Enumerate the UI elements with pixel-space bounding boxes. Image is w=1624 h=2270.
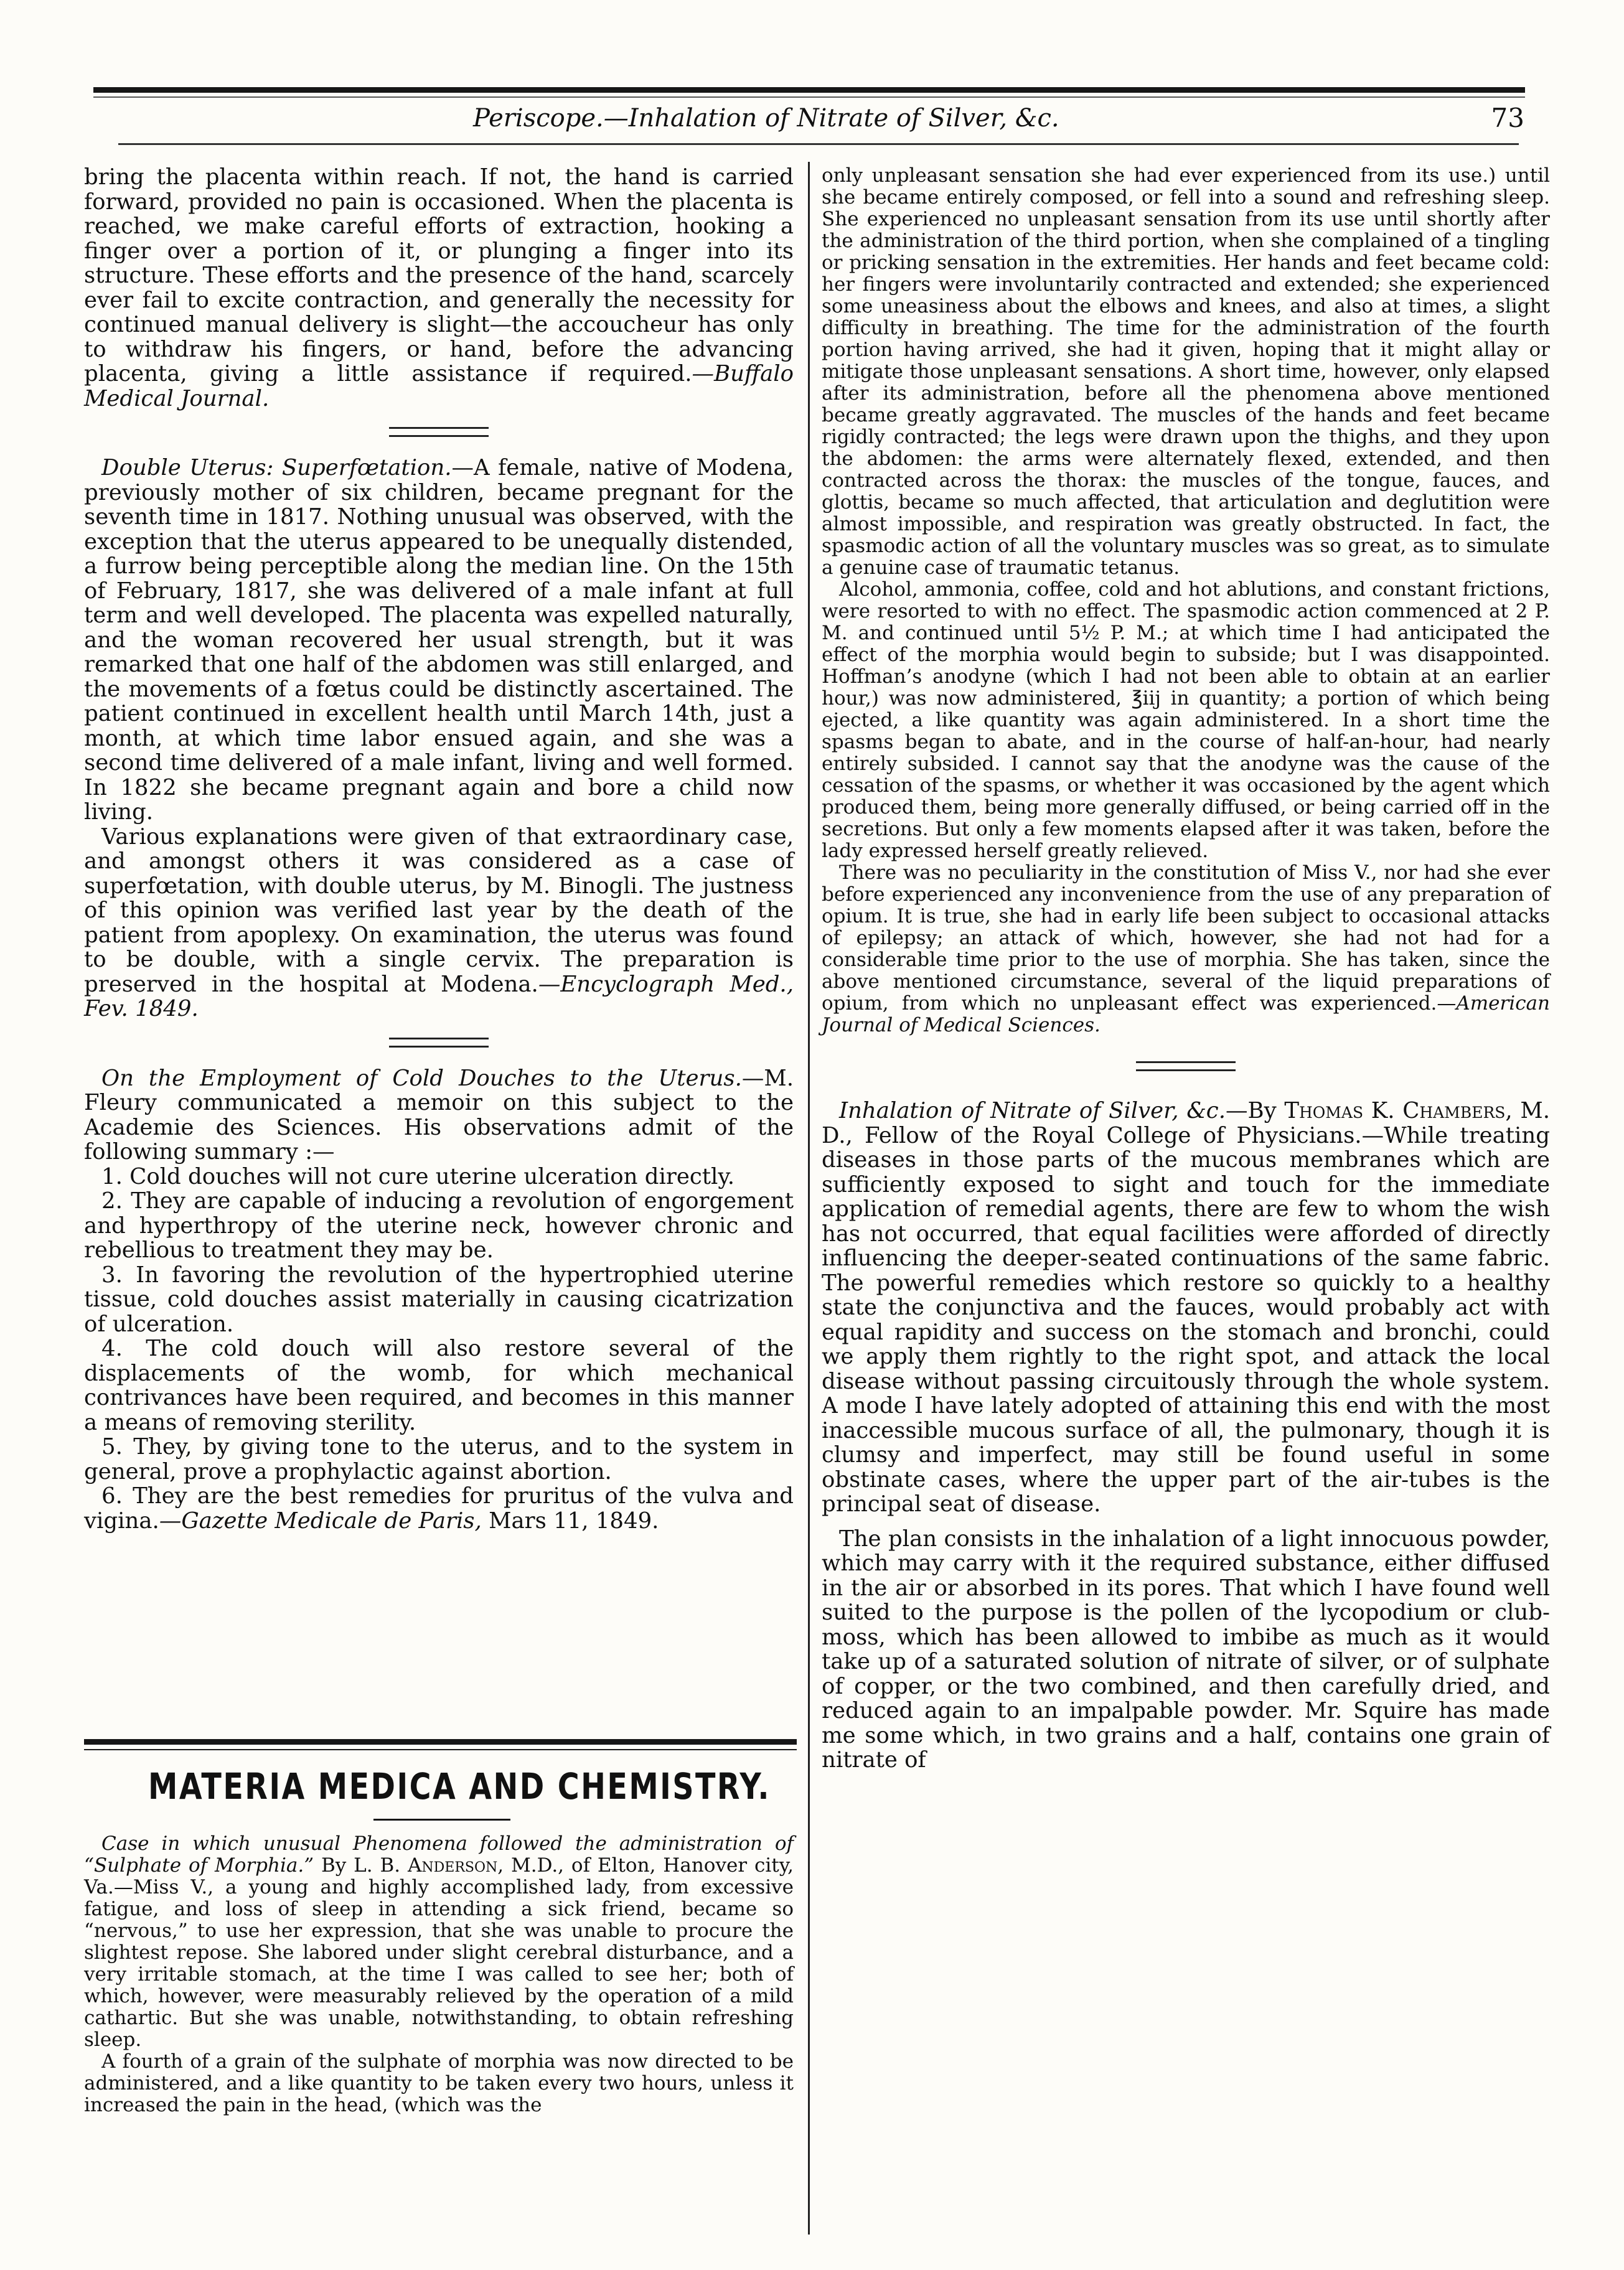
separator-rule <box>1136 1061 1236 1071</box>
case-source: —American Journal of Medical Sciences. <box>822 992 1550 1036</box>
case-title: Case in which unusual Phenomena followed the administration of “Sulphate of Morphia.” <box>84 1832 794 1877</box>
case-paragraph-2: A fourth of a grain of the sulphate of morphia was now directed to be administered, and a like quantity to be taken every two hours, unless it increased the pain in the head, (which was the <box>84 2050 794 2116</box>
list-item: 6. They are the best remedies for pruritus of the vulva and vigina.—Gazette Medicale de Paris, Mars 11, 1849. <box>84 1483 794 1534</box>
case-continuation: only unpleasant sensation she had ever experienced from its use.) until she became entirely composed, or fell into a sound and refreshing sleep. She experienced no unpleasant sensation from its use until shortly after the administration of the third portion, when she complained of a tingling or pricking sensation in the extremities. Her hands and feet became cold: her fingers were involuntarily contracted and extended; she experienced some uneasiness about the elbows and knees, and also at times, a slight difficulty in breathing. The time for the administration of the fourth portion having arrived, she had it given, hoping that it might allay or mitigate those unpleasant sensations. A short time, however, only elapsed after its administration, before all the phenomena above mentioned became greatly aggravated. The muscles of the hands and feet became rigidly contracted; the legs were drawn upon the thighs, and they upon the abdomen: the arms were alternately flexed, extended, and then contracted across the thorax: the muscles of the tongue, fauces, and glottis, became so much affected, that articulation and deglutition were almost impossible, and respiration was greatly obstructed. In fact, the spasmodic action of all the voluntary muscles was so great, as to simulate a genuine case of traumatic tetanus. <box>822 164 1550 579</box>
right-column <box>822 165 1550 1773</box>
douche-title: On the Employment of Cold Douches to the Uterus. <box>101 1065 742 1091</box>
section-rule-thick <box>84 1739 797 1745</box>
douche-source: —Gazette Medicale de Paris, <box>159 1508 482 1534</box>
case-article <box>84 1833 794 2116</box>
case-author: L. B. Anderson, <box>354 1854 504 1877</box>
page-number: 73 <box>1491 103 1524 133</box>
left-column <box>84 165 794 1533</box>
list-item: 1. Cold douches will not cure uterine ulceration directly. <box>101 1163 735 1189</box>
top-rule <box>93 87 1525 93</box>
continuation-paragraph: bring the placenta within reach. If not, the hand is carried forward, provided no pain is occasioned. When the placenta is reached, we make careful efforts of extraction, hooking a finger over a portion of it, or plunging a finger into its structure. These efforts and the presence of the hand, scarcely ever fail to excite contraction, and generally the necessity for continued manual delivery is slight—the accoucheur has only to withdraw his fingers, or hand, before the advancing placenta, giving a little assistance if required.—Buffalo Medical Journal. <box>84 164 794 411</box>
header-rule <box>118 143 1519 145</box>
case-paragraph-4: There was no peculiarity in the constitution of Miss V., nor had she ever before experienced any inconvenience from the use of any preparation of opium. It is true, she had in early life been subject to occasional attacks of epilepsy; an attack of which, however, she had not had for a considerable time prior to the use of morphia. She has taken, since the above mentioned circumstance, several of the liquid preparations of opium, from which no unpleasant effect was experienced.—American Journal of Medical Sciences. <box>822 861 1550 1036</box>
douche-list <box>84 1165 794 1534</box>
section-rule-thin <box>84 1749 797 1750</box>
uterus-paragraph-2: Various explanations were given of that extraordinary case, and amongst others it was considered as a case of superfœtation, with double uterus, by M. Binogli. The justness of this opinion was verified last year by the death of the patient from apoplexy. On examination, the uterus was found to be double, with a single cervix. The preparation is preserved in the hospital at Modena.—Encyclograph Med., Fev. 1849. <box>84 823 794 1021</box>
douche-date: Mars 11, 1849. <box>481 1508 659 1534</box>
column-divider <box>808 162 810 2235</box>
running-title: Periscope.—Inhalation of Nitrate of Silver, &c. <box>473 104 1059 133</box>
list-item: 2. They are capable of inducing a revolution of engorgement and hyperthropy of the uterine neck, however chronic and rebellious to treatment they may be. <box>84 1188 794 1263</box>
douche-article: On the Employment of Cold Douches to the Uterus.—M. Fleury communicated a memoir on this subject to the Academie des Sciences. His observations admit of the following summary :— <box>84 1065 794 1165</box>
list-item: 4. The cold douch will also restore several of the displacements of the womb, for which mechanical contrivances have been required, and becomes in this manner a means of removing sterility. <box>84 1336 794 1435</box>
uterus-source: —Encyclograph Med., Fev. 1849. <box>84 971 794 1021</box>
inhalation-article: Inhalation of Nitrate of Silver, &c.—By Thomas K. Chambers, M. D., Fellow of the Royal College of Physicians.—While treating diseases in those parts of the mucous membranes which are sufficiently exposed to sight and touch for the immediate application of remedial agents, there are few to whom the wish has not occurred, that equal facilities were afforded of directly influencing the deeper-seated continuations of the same fabric. The powerful remedies which restore so quickly to a healthy state the conjunctiva and the fauces, would probably act with equal rapidity and success on the stomach and bronchi, could we apply them rightly to the right spot, and attack the local disease without passing circuitously through the whole system. A mode I have lately adopted of attaining this end with the most inaccessible mucous surface of all, the pulmonary, though it is clumsy and imperfect, may still be found useful in some obstinate cases, where the upper part of the air-tubes is the principal seat of disease. <box>822 1098 1550 1517</box>
section-heading: MATERIA MEDICA AND CHEMISTRY. <box>148 1765 771 1808</box>
inhalation-paragraph-2: The plan consists in the inhalation of a light innocuous powder, which may carry with it the required substance, either diffused in the air or absorbed in its pores. That which I have found well suited to the purpose is the pollen of the lycopodium or club-moss, which has been allowed to imbibe as much as it would take up of a saturated solution of nitrate of silver, or of sulphate of copper, or the two combined, and then carefully dried, and reduced again to an impalpable powder. Mr. Squire has made me some which, in two grains and a half, contains one grain of nitrate of <box>822 1526 1550 1773</box>
uterus-title: Double Uterus: Superfœtation. <box>101 455 452 481</box>
list-item: 3. In favoring the revolution of the hypertrophied uterine tissue, cold douches assist materially in causing cicatrization of ulceration. <box>84 1262 794 1337</box>
case-paragraph-1: Case in which unusual Phenomena followed the administration of “Sulphate of Morphia.” By L. B. Anderson, M.D., of Elton, Hanover city, Va.—Miss V., a young and highly accomplished lady, from excessive fatigue, and loss of sleep in attending a sick friend, became so “nervous,” to use her expression, that she was unable to procure the slightest repose. She labored under slight cerebral disturbance, and a very irritable stomach, at the time I was called to see her; both of which, however, were measurably relieved by the operation of a mild cathartic. But she was unable, notwithstanding, to obtain refreshing sleep. <box>84 1832 794 2051</box>
top-rule-thin <box>93 96 1525 98</box>
list-item: 5. They, by giving tone to the uterus, and to the system in general, prove a prophylactic against abortion. <box>84 1434 794 1484</box>
separator-rule <box>389 427 489 437</box>
separator-rule <box>389 1038 489 1048</box>
heading-underline <box>373 1819 510 1821</box>
uterus-article: Double Uterus: Superfœtation.—A female, native of Modena, previously mother of six children, became pregnant for the seventh time in 1817. Nothing unusual was observed, with the exception that the uterus appeared to be unequally distended, a furrow being perceptible along the median line. On the 15th of February, 1817, she was delivered of a male infant at full term and well developed. The placenta was expelled naturally, and the woman recovered her usual strength, but it was remarked that one half of the abdomen was still enlarged, and the movements of a fœtus could be distinctly ascertained. The patient continued in excellent health until March 14th, just a month, at which time labor ensued again, and she was a second time delivered of a male infant, living and well formed. In 1822 she became pregnant again and bore a child now living. <box>84 455 794 825</box>
paragraph-gap <box>822 1517 1550 1527</box>
case-paragraph-3: Alcohol, ammonia, coffee, cold and hot ablutions, and constant frictions, were resorted to with no effect. The spasmodic action commenced at 2 P. M. and continued until 5½ P. M.; at which time I had anticipated the effect of the morphia would begin to subside; but I was disappointed. Hoffman’s anodyne (which I had not been able to obtain at an earlier hour,) was now administered, ℥iij in quantity; a portion of which being ejected, a like quantity was again administered. In a short time the spasms began to abate, and in the course of half-an-hour, had nearly entirely subsided. I cannot say that the anodyne was the cause of the cessation of the spasms, or whether it was occasioned by the agent which produced them, being more generally diffused, or being carried off in the secretions. But only a few moments elapsed after it was taken, before the lady expressed herself greatly relieved. <box>822 578 1550 862</box>
inhalation-title: Inhalation of Nitrate of Silver, &c. <box>839 1098 1226 1123</box>
running-head <box>0 100 1624 143</box>
continuation-source: —Buffalo Medical Journal. <box>84 361 794 411</box>
inhalation-author: Thomas K. Chambers, <box>1284 1098 1513 1123</box>
